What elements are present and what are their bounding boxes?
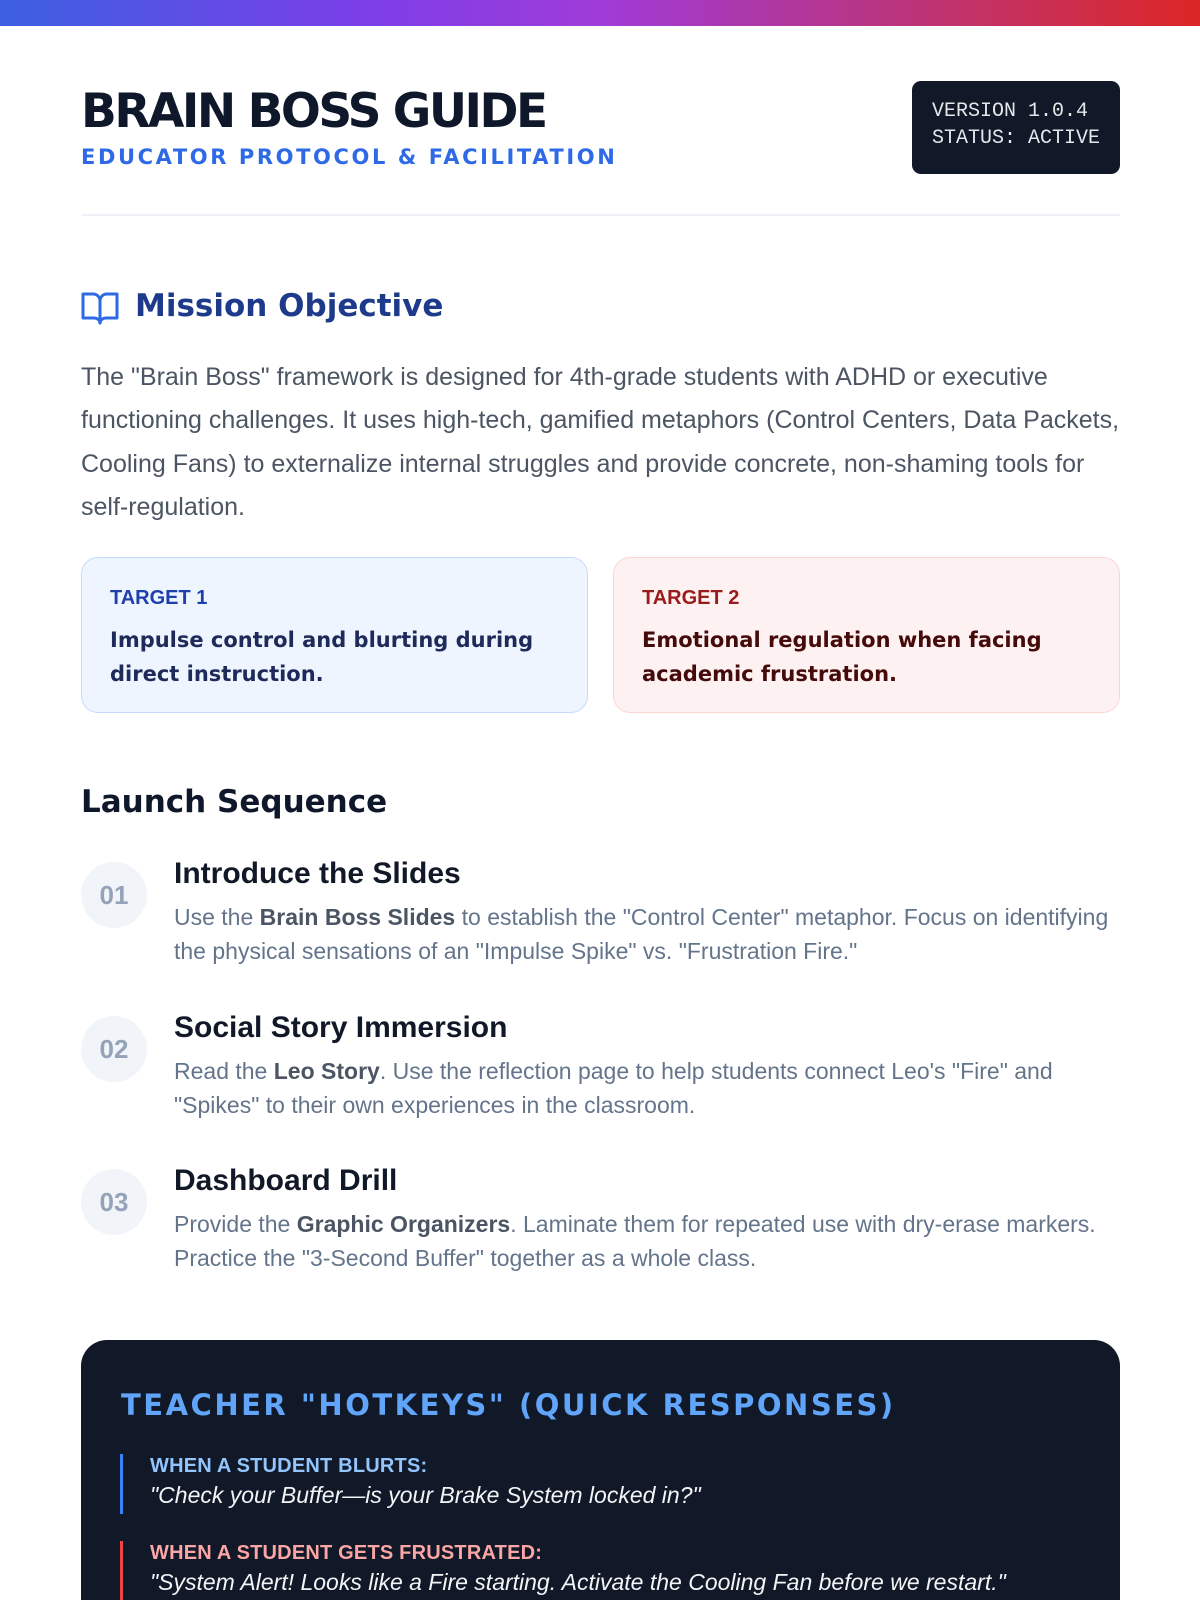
status-text: STATUS: ACTIVE bbox=[932, 127, 1101, 150]
step-number: 01 bbox=[81, 862, 147, 928]
step-description: Read the Leo Story. Use the reflection page to help students connect Leo's "Fire" and "Spikes" to their own experiences in the classroom. bbox=[174, 1058, 1053, 1118]
target-text: Emotional regulation when facing academic frustration. bbox=[642, 628, 1042, 686]
step-resource-name: Brain Boss Slides bbox=[259, 904, 456, 930]
hotkey-blurt bbox=[120, 1454, 1080, 1514]
mission-body: The "Brain Boss" framework is designed for 4th-grade students with ADHD or executive functioning challenges. It uses high-tech, gamified metaphors (Control Centers, Data Packets, Cooling Fans) to externalize internal struggles and provide concrete, non-shaming tools for self-regulation. bbox=[81, 363, 1120, 522]
launch-step-3 bbox=[81, 1161, 1120, 1281]
step-description: Provide the Graphic Organizers. Laminate them for repeated use with dry-erase markers. Practice the "3-Second Buffer" together as a whole class. bbox=[174, 1211, 1096, 1271]
step-number: 03 bbox=[81, 1169, 147, 1235]
top-gradient-bar bbox=[0, 0, 1200, 26]
book-open-icon bbox=[81, 291, 119, 325]
version-text: VERSION 1.0.4 bbox=[932, 100, 1089, 123]
target-text: Impulse control and blurting during direct instruction. bbox=[110, 628, 534, 686]
hotkey-response: "System Alert! Looks like a Fire starting. Activate the Cooling Fan before we restart." bbox=[150, 1569, 1006, 1595]
target-card-1 bbox=[81, 557, 588, 713]
step-title: Introduce the Slides bbox=[174, 857, 461, 890]
step-number: 02 bbox=[81, 1016, 147, 1082]
launch-sequence-heading: Launch Sequence bbox=[81, 784, 388, 820]
hotkey-frustration bbox=[120, 1541, 1080, 1600]
step-title: Dashboard Drill bbox=[174, 1164, 398, 1197]
step-resource-name: Leo Story bbox=[273, 1058, 380, 1084]
step-title: Social Story Immersion bbox=[174, 1011, 508, 1044]
page-title: BRAIN BOSS GUIDE bbox=[81, 84, 546, 139]
hotkey-label: WHEN A STUDENT BLURTS: bbox=[150, 1455, 428, 1477]
step-resource-name: Graphic Organizers bbox=[296, 1211, 511, 1237]
target-card-2 bbox=[613, 557, 1120, 713]
mission-title: Mission Objective bbox=[135, 288, 444, 324]
launch-step-1 bbox=[81, 854, 1120, 974]
target-label: TARGET 1 bbox=[110, 587, 208, 609]
launch-step-2 bbox=[81, 1008, 1120, 1128]
page-subtitle: EDUCATOR PROTOCOL & FACILITATION bbox=[81, 145, 618, 169]
page-header bbox=[81, 84, 1120, 216]
hotkey-response: "Check your Buffer—is your Brake System locked in?" bbox=[150, 1482, 701, 1508]
hotkeys-title: TEACHER "HOTKEYS" (QUICK RESPONSES) bbox=[121, 1388, 896, 1422]
target-label: TARGET 2 bbox=[642, 587, 740, 609]
teacher-hotkeys-panel bbox=[81, 1340, 1120, 1600]
version-badge bbox=[912, 81, 1120, 174]
step-description: Use the Brain Boss Slides to establish the "Control Center" metaphor. Focus on identifying the physical sensations of an "Impulse Spike" vs. "Frustration Fire." bbox=[174, 904, 1109, 964]
hotkey-label: WHEN A STUDENT GETS FRUSTRATED: bbox=[150, 1542, 543, 1564]
